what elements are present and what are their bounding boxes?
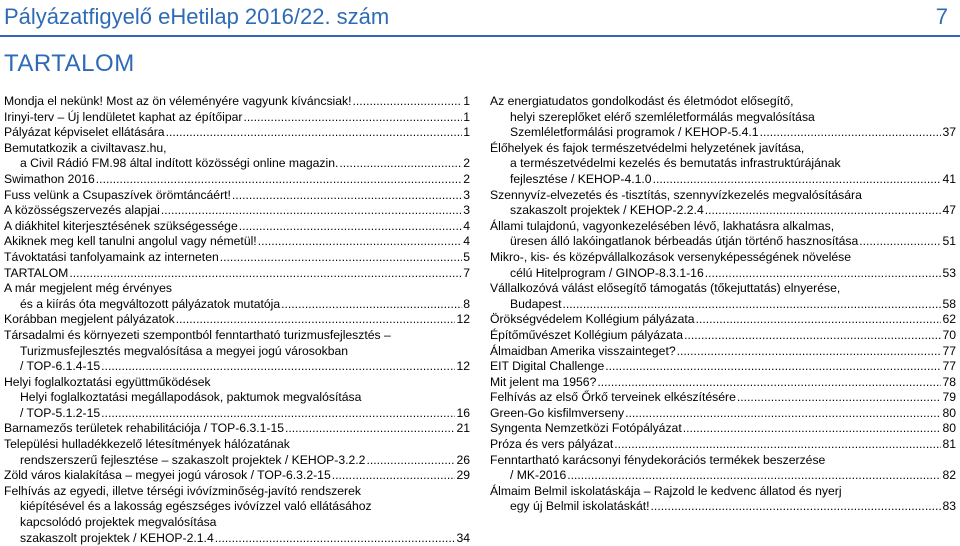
dot-leader — [243, 110, 462, 126]
toc-entry-text: szakaszolt projektek / KEHOP-2.2.4 — [510, 203, 704, 218]
dot-leader — [232, 188, 462, 204]
toc-entry-page: 1 — [463, 125, 470, 140]
toc-entry-page: 80 — [942, 421, 956, 436]
toc-entry-text: Green-Go kisfilmverseny — [490, 405, 625, 420]
toc-entry-page: 82 — [942, 468, 956, 483]
toc-entry[interactable] — [490, 437, 956, 453]
toc-entry-text: Települési hulladékkezelő létesítmények hálózatának — [4, 437, 290, 452]
toc-entry-text: / MK-2016 — [510, 468, 567, 483]
toc-entry-page: 83 — [942, 499, 956, 514]
toc-entry[interactable] — [4, 312, 470, 328]
toc-entry[interactable] — [4, 421, 470, 437]
toc-entry-text: egy új Belmil iskolatáskát! — [510, 499, 650, 514]
dot-leader — [597, 375, 941, 391]
page-header — [0, 0, 960, 37]
toc-entry-page: 16 — [456, 405, 470, 420]
dot-leader — [605, 359, 941, 375]
toc-entry-page: 4 — [463, 218, 470, 233]
toc-entry-text: Syngenta Nemzetközi Fotópályázat — [490, 421, 682, 436]
toc-entry[interactable] — [490, 250, 956, 281]
toc-entry-text: / TOP-6.1.4-15 — [20, 359, 101, 374]
toc-entry-text: és a kiírás óta megváltozott pályázatok mutatója — [20, 296, 281, 311]
toc-entry-page: 1 — [463, 94, 470, 108]
page-number: 7 — [935, 4, 948, 29]
toc-entry-text: a természetvédelmi kezelés és bemutatás infrastruktúrájának — [510, 156, 841, 171]
dot-leader — [161, 203, 462, 219]
toc-entry-text: kapcsolódó projektek megvalósítása — [20, 515, 217, 530]
toc-entry[interactable] — [490, 390, 956, 406]
dot-leader — [220, 250, 462, 266]
toc-entry[interactable] — [4, 484, 470, 546]
toc-entry[interactable] — [490, 406, 956, 422]
toc-entry-page: 29 — [456, 468, 470, 483]
dot-leader — [563, 297, 942, 313]
toc-entry-page: 58 — [942, 296, 956, 311]
dot-leader — [737, 390, 942, 406]
dot-leader — [625, 406, 941, 422]
dot-leader — [101, 359, 455, 375]
dot-leader — [705, 203, 942, 219]
dot-leader — [684, 328, 941, 344]
toc-entry-page: 78 — [942, 374, 956, 389]
toc-entry-page: 5 — [463, 249, 470, 264]
dot-leader — [166, 125, 463, 141]
toc-entry-page: 62 — [942, 312, 956, 327]
toc-entry-page: 2 — [463, 171, 470, 186]
toc-entry[interactable] — [490, 359, 956, 375]
toc-entry-page: 70 — [942, 327, 956, 342]
dot-leader — [176, 312, 456, 328]
toc-entry-text: Irinyi-terv – Új lendületet kaphat az építőipar — [4, 109, 243, 124]
toc-entry[interactable] — [4, 437, 470, 468]
toc-entry-page: 4 — [463, 234, 470, 249]
toc-entry-text: üresen álló lakóingatlanok bérbeadás útján történő hasznosítása — [510, 234, 859, 249]
dot-leader — [69, 266, 462, 282]
toc-entry-text: Szennyvíz-elvezetés és -tisztítás, szennyvízkezelés megvalósítására — [490, 187, 862, 202]
toc-entry[interactable] — [4, 94, 470, 110]
toc-entry[interactable] — [4, 328, 470, 375]
dot-leader — [281, 297, 462, 313]
toc-entry[interactable] — [4, 172, 470, 188]
toc-entry[interactable] — [4, 110, 470, 126]
toc-entry-text: Zöld város kialakítása – megyei jogú városok / TOP-6.3.2-15 — [4, 468, 331, 483]
toc-entry-page: 12 — [456, 312, 470, 327]
toc-entry[interactable] — [490, 219, 956, 250]
toc-entry-text: Vállalkozóvá válást elősegítő támogatás (tőkejuttatás) elnyerése, — [490, 281, 841, 296]
toc-entry[interactable] — [4, 250, 470, 266]
dot-leader — [614, 437, 941, 453]
toc-entry-page: 51 — [942, 234, 956, 249]
toc-entry[interactable] — [4, 141, 470, 172]
toc-entry-text: EIT Digital Challenge — [490, 359, 605, 374]
toc-entry-text: Turizmusfejlesztés megvalósítása a megyei jogú városokban — [20, 343, 349, 358]
toc-entry-text: Az energiatudatos gondolkodást és életmódot elősegítő, — [490, 94, 794, 108]
dot-leader — [285, 421, 455, 437]
dot-leader — [366, 453, 455, 469]
toc-column-left — [4, 94, 470, 546]
toc-entry-text: Akiknek meg kell tanulni angolul vagy németül! — [4, 234, 257, 249]
toc-entry-text: Fenntartható karácsonyi fénydekorációs termékek beszerzése — [490, 452, 826, 467]
toc-entry[interactable] — [490, 328, 956, 344]
toc-entry[interactable] — [4, 234, 470, 250]
toc-entry-text: Távoktatási tanfolyamaink az interneten — [4, 249, 219, 264]
toc-entry-page: 26 — [456, 452, 470, 467]
publication-title: Pályázatfigyelő eHetilap 2016/22. szám — [4, 4, 390, 29]
dot-leader — [653, 172, 942, 188]
dot-leader — [215, 531, 456, 546]
toc-entry-page: 53 — [942, 265, 956, 280]
toc-entry-page: 2 — [463, 156, 470, 171]
toc-entry-page: 37 — [942, 125, 956, 140]
toc-entry-text: Swimathon 2016 — [4, 171, 95, 186]
toc-entry-text: rendszerszerű fejlesztése – szakaszolt projektek / KEHOP-3.2.2 — [20, 452, 366, 467]
toc-entry-page: 3 — [463, 203, 470, 218]
dot-leader — [683, 421, 942, 437]
toc-entry[interactable] — [4, 203, 470, 219]
toc-entry[interactable] — [4, 188, 470, 204]
dot-leader — [567, 468, 941, 484]
toc-entry-page: 1 — [463, 109, 470, 124]
dot-leader — [101, 406, 455, 422]
toc-entry[interactable] — [4, 219, 470, 235]
dot-leader — [859, 234, 941, 250]
toc-entry-text: Társadalmi és környezeti szempontból fenntartható turizmusfejlesztés – — [4, 327, 391, 342]
toc-entry-text: Mit jelent ma 1956? — [490, 374, 597, 389]
toc-entry-text: Örökségvédelem Kollégium pályázata — [490, 312, 695, 327]
toc-entry-page: 21 — [456, 421, 470, 436]
toc-entry-text: Szemléletformálási programok / KEHOP-5.4.1 — [510, 125, 759, 140]
toc-entry[interactable] — [490, 453, 956, 484]
toc-entry-text: Élőhelyek és fajok természetvédelmi helyzetének javítása, — [490, 140, 805, 155]
toc-entry-page: 77 — [942, 343, 956, 358]
toc-entry[interactable] — [4, 266, 470, 282]
toc-entry-text: Felhívás az egyedi, illetve térségi ivóvízminőség-javító rendszerek — [4, 483, 361, 498]
toc-entry[interactable] — [4, 375, 470, 422]
toc-entry-text: Mondja el nekünk! Most az ön véleményére vagyunk kíváncsiak! — [4, 94, 352, 108]
dot-leader — [258, 234, 463, 250]
toc-entry-text: Mikro-, kis- és középvállalkozások versenyképességének növelése — [490, 249, 852, 264]
toc-entry-text: szakaszolt projektek / KEHOP-2.1.4 — [20, 530, 214, 545]
dot-leader — [239, 219, 462, 235]
dot-leader — [353, 94, 463, 110]
toc-entry-page: 7 — [463, 265, 470, 280]
toc-entry[interactable] — [4, 468, 470, 484]
dot-leader — [677, 344, 942, 360]
toc-entry-text: helyi szereplőket elérő szemléletformálás megvalósítása — [510, 109, 815, 124]
toc-entry-text: Felhívás az első Őrkő terveinek elkészítésére — [490, 390, 736, 405]
toc-entry-text: / TOP-5.1.2-15 — [20, 405, 101, 420]
toc-entry-page: 81 — [942, 437, 956, 452]
dot-leader — [696, 312, 942, 328]
toc-entry-page: 34 — [456, 530, 470, 545]
toc-entry[interactable] — [490, 94, 956, 141]
dot-leader — [705, 266, 942, 282]
dot-leader — [332, 468, 456, 484]
toc-entry-text: Álmaidban Amerika visszainteget? — [490, 343, 676, 358]
toc-entry[interactable] — [4, 125, 470, 141]
toc-entry-text: Budapest — [510, 296, 562, 311]
toc-entry-text: Álmaim Belmil iskolatáskája – Rajzold le kedvenc állatod és nyerj — [490, 483, 842, 498]
toc-entry-page: 79 — [942, 390, 956, 405]
toc-entry-text: Állami tulajdonú, vagyonkezelésében lévő, lakhatásra alkalmas, — [490, 218, 835, 233]
toc-entry-text: Helyi foglalkoztatási megállapodások, paktumok megvalósítása — [20, 390, 362, 405]
toc-entry-text: a Civil Rádió FM.98 által indított közösségi online magazin. — [20, 156, 339, 171]
dot-leader — [339, 156, 462, 172]
dot-leader — [760, 125, 942, 141]
toc-entry-text: Korábban megjelent pályázatok — [4, 312, 175, 327]
toc-entry-page: 3 — [463, 187, 470, 202]
toc-entry-text: célú Hitelprogram / GINOP-8.3.1-16 — [510, 265, 704, 280]
toc-entry[interactable] — [490, 281, 956, 312]
toc-entry[interactable] — [490, 188, 956, 219]
toc-entry-text: fejlesztése / KEHOP-4.1.0 — [510, 171, 652, 186]
toc-entry-page: 80 — [942, 405, 956, 420]
toc-entry-page: 77 — [942, 359, 956, 374]
toc-entry-text: Barnamezős területek rehabilitációja / TOP-6.3.1-15 — [4, 421, 285, 436]
toc-entry-text: Próza és vers pályázat — [490, 437, 614, 452]
toc-entry[interactable] — [490, 484, 956, 515]
toc-entry[interactable] — [490, 421, 956, 437]
toc-entry-page: 12 — [456, 359, 470, 374]
toc-entry-text: kiépítésével és a lakosság egészséges ivóvízzel való ellátásához — [20, 499, 372, 514]
dot-leader — [96, 172, 462, 188]
toc-entry-text: Bemutatkozik a civiltavasz.hu, — [4, 140, 167, 155]
toc-column-right — [490, 94, 956, 515]
toc-entry-text: A közösségszervezés alapjai — [4, 203, 160, 218]
toc-entry-text: A már megjelent még érvényes — [4, 281, 172, 296]
toc-entry-page: 41 — [942, 171, 956, 186]
toc-entry-text: Helyi foglalkoztatási együttműködések — [4, 374, 211, 389]
toc-entry-text: Építőművészet Kollégium pályázata — [490, 327, 684, 342]
toc-entry-page: 8 — [463, 296, 470, 311]
toc-entry-text: Pályázat képviselet ellátására — [4, 125, 165, 140]
toc-entry[interactable] — [490, 312, 956, 328]
toc-entry-page: 47 — [942, 203, 956, 218]
dot-leader — [651, 499, 942, 515]
toc-entry-text: Fuss velünk a Csupaszívek örömtáncáért! — [4, 187, 231, 202]
toc-entry-text: A diákhitel kiterjesztésének szükségessége — [4, 218, 238, 233]
toc-heading: TARTALOM — [4, 50, 135, 77]
toc-entry[interactable] — [490, 141, 956, 188]
toc-entry-text: TARTALOM — [4, 265, 69, 280]
toc-entry[interactable] — [490, 375, 956, 391]
toc-entry[interactable] — [4, 281, 470, 312]
toc-entry[interactable] — [490, 344, 956, 360]
